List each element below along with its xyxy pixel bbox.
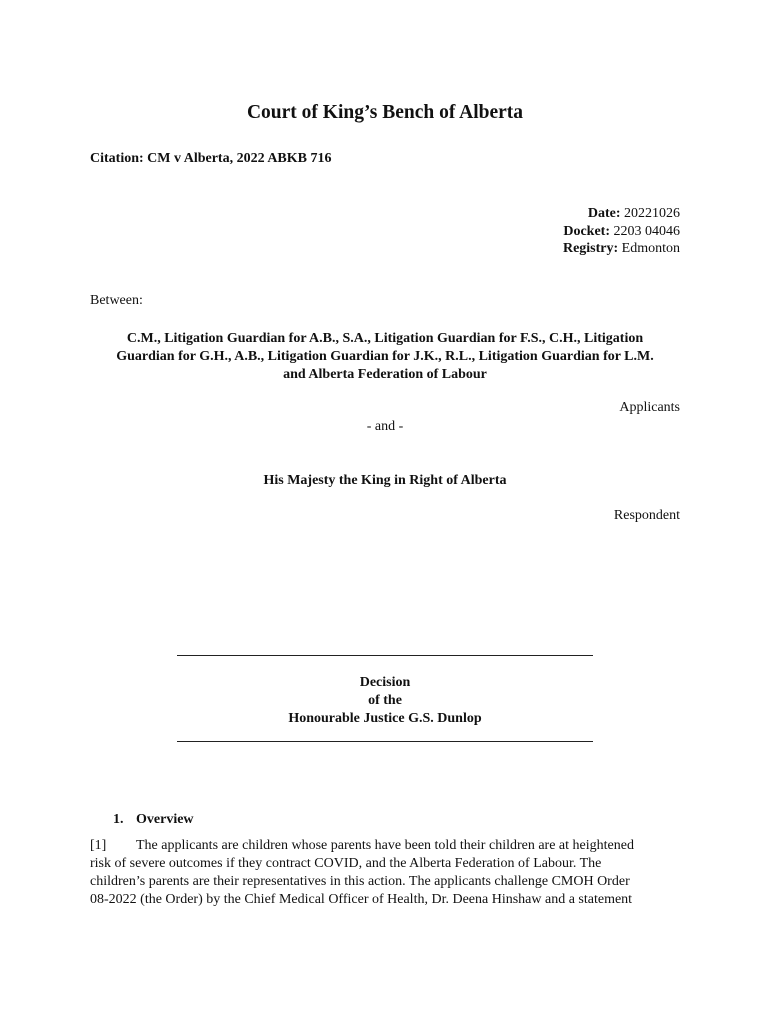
registry-row <box>563 240 680 258</box>
paragraph-text: The applicants are children whose parents have been told their children are at heightened <box>136 838 634 853</box>
applicants-role: Applicants <box>619 400 680 415</box>
applicant-names <box>90 330 680 384</box>
respondent-role: Respondent <box>613 508 680 523</box>
decision-line: of the <box>368 693 402 708</box>
and-separator: - and - <box>366 419 404 434</box>
paragraph-line <box>90 837 680 855</box>
respondent-name: His Majesty the King in Right of Alberta <box>263 473 507 488</box>
paragraph-line: children’s parents are their representatives in this action. The applicants challenge CMOH Order <box>90 874 630 889</box>
applicant-line: C.M., Litigation Guardian for A.B., S.A., Litigation Guardian for F.S., C.H., Litigation <box>126 331 644 346</box>
judge-name: Honourable Justice G.S. Dunlop <box>288 711 482 726</box>
citation: Citation: CM v Alberta, 2022 ABKB 716 <box>90 151 332 166</box>
decision-rule-top <box>177 655 593 656</box>
court-title: Court of King’s Bench of Alberta <box>246 102 524 123</box>
decision-block <box>0 674 770 728</box>
date-label: Date: <box>587 206 621 221</box>
decision-rule-bottom <box>177 741 593 742</box>
paragraph-line: 08-2022 (the Order) by the Chief Medical Officer of Health, Dr. Deena Hinshaw and a statement <box>90 892 633 907</box>
paragraph-number: [1] <box>90 838 107 853</box>
case-metadata <box>563 205 680 258</box>
paragraph-1 <box>90 837 680 909</box>
section-title: Overview <box>136 812 194 827</box>
section-number: 1. <box>113 812 124 827</box>
docket-label: Docket: <box>563 223 610 239</box>
registry-label: Registry: <box>562 241 619 256</box>
date-row <box>563 205 680 223</box>
section-heading-overview <box>113 812 194 828</box>
registry-value: Edmonton <box>621 241 680 256</box>
paragraph-line: risk of severe outcomes if they contract COVID, and the Alberta Federation of Labour. The <box>90 856 602 871</box>
applicant-line: Guardian for G.H., A.B., Litigation Guardian for J.K., R.L., Litigation Guardian for L.M. <box>116 349 654 364</box>
applicant-line: and Alberta Federation of Labour <box>283 367 487 382</box>
date-value: 20221026 <box>624 206 680 221</box>
decision-line: Decision <box>359 675 411 690</box>
between-label: Between: <box>90 293 143 308</box>
docket-value: 2203 04046 <box>613 223 680 239</box>
docket-row <box>563 223 680 241</box>
